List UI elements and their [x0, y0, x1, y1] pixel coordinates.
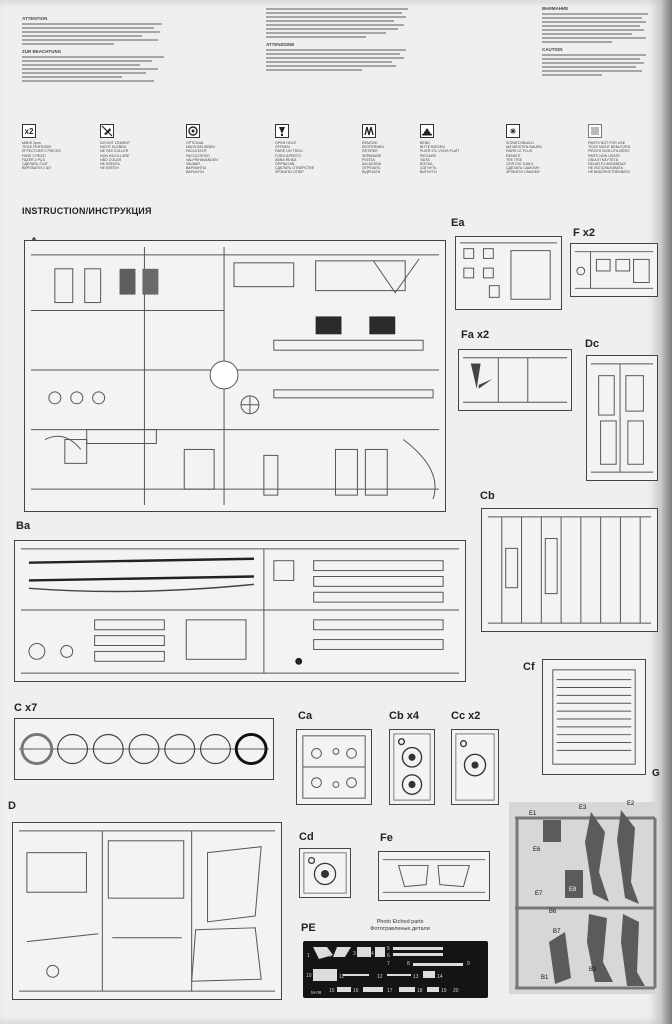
sprue-cd: [299, 848, 351, 898]
sprue-f: [570, 243, 658, 297]
icon-caption-bend: BEND BITTE BIEGEN PLIER S'IL VOUS PLAÎT PIEGARE TAITA BÖCKA СОГНУТЬ ВИГНУТИ: [420, 141, 460, 175]
sprue-label-cb-x4: Cb x4: [389, 710, 419, 722]
g-label-e3: E3: [579, 805, 587, 811]
repeat-x2-icon: x2: [22, 124, 36, 138]
pe-number-16: 16: [353, 988, 359, 994]
g-label-e7: E7: [535, 891, 543, 897]
pe-number-1: 1: [307, 953, 310, 959]
sprue-label-ea: Ea: [451, 217, 465, 229]
legend-head-attenzione: ATTENZIONE: [266, 42, 295, 47]
sprue-ca: [296, 729, 372, 805]
sprue-label-f: F x2: [573, 227, 596, 239]
pe-number-12: 12: [377, 974, 383, 980]
g-label-e1: E1: [529, 811, 537, 817]
sprue-fe: [378, 851, 490, 901]
pe-number-18: 18: [417, 988, 423, 994]
pe-number-8: 8: [407, 961, 410, 967]
icon-caption-scratchbuild: SCRATCHBUILD AM MEISTEN BAUEN FAIRE LE PLUS RENDITI TEE ITSE GÖR DIG SJÄLV СДЕЛАТЬ САМОМУ ЗРОБИТИ САМОМУ: [506, 141, 542, 175]
g-label-e8: E8: [569, 887, 577, 893]
legend-column-2: [266, 6, 416, 73]
sprue-fa: [458, 349, 572, 411]
legend-column-1: [22, 16, 172, 84]
g-label-e6: E6: [533, 847, 541, 853]
icon-caption-open-hole: OPEN HOLE ÖFFNEN FAIRE UN TROU FORO APERTO ABRA REIKÄ ÖPPNA HÅL СДЕЛАТЬ ОТВЕРСТИЕ ЗРОБИТИ ОТВІР: [275, 141, 315, 175]
sprue-label-cd: Cd: [299, 831, 314, 843]
pe-number-4: 4: [371, 951, 374, 957]
icon-caption-remove: REMOVE ENTFERNEN RETIRER SEPARARE POISTA AVLÄGSNA ОТРЕЗАТЬ ВІДРІЗАТИ: [362, 141, 384, 175]
pe-code: M-08: [311, 990, 322, 995]
no-glue-icon: [100, 124, 114, 138]
pe-number-10: 10: [306, 973, 312, 979]
pe-number-17: 17: [387, 988, 393, 994]
pe-number-15: 15: [329, 988, 335, 994]
legend-head-caution: CAUTION: [542, 47, 563, 52]
icon-caption-optional: OPTIONAL NACH BELIEBEN FACULTATIF FACOLTATIVO VALFRIHAVANDEN VALBAR ВАРИАНТЫ ВАРІАНТИ: [186, 141, 218, 175]
legend-head-attention: ATTENTION: [22, 16, 48, 21]
pe-number-6: 6: [387, 953, 390, 959]
g-label-b3: B3: [589, 967, 597, 973]
sprue-label-cc: Cc x2: [451, 710, 481, 722]
sprue-dc: [586, 355, 658, 481]
pe-number-11: 11: [339, 974, 345, 980]
icon-caption-make-2: MAKE 2pcs TEILE FERTIGEN EFFECTUER 2 PIECES FARE 2 PEZZI FAZER 2 PÇS СДЕЛАТЬ 2 ШТ ВИРОБИТИ 2 ШТ: [22, 141, 61, 171]
pe-caption: [352, 919, 448, 933]
g-label-b7: B7: [553, 929, 561, 935]
open-hole-icon: [275, 124, 289, 138]
sprue-label-fa: Fa x2: [461, 329, 490, 341]
pe-number-20: 20: [453, 988, 459, 994]
sprue-label-c: C x7: [14, 702, 38, 714]
legend-column-3: [542, 6, 652, 78]
bend-icon: [420, 124, 434, 138]
pe-number-2: 2: [329, 953, 332, 959]
pe-number-13: 13: [413, 974, 419, 980]
section-title: INSTRUCTION/ИНСТРУКЦИЯ: [22, 206, 152, 216]
sprue-cf: [542, 659, 646, 775]
legend-head-beachtung: ZUR BEACHTUNG: [22, 49, 62, 54]
no-use-icon: [588, 124, 602, 138]
pe-fret: [303, 941, 488, 998]
sprue-cb-x4: [389, 729, 435, 805]
scratchbuild-icon: ✳: [506, 124, 520, 138]
g-label-b6: B6: [549, 909, 557, 915]
icon-caption-no-cement: DO NOT CEMENT NICHT KLEBEN NE PAS COLLER NON INCOLLARE NÃO COLAR НЕ КЛЕИТЬ НЕ КЛЕЇТИ: [100, 141, 131, 171]
sprue-d: [12, 822, 282, 1000]
sprue-ba: [14, 540, 466, 682]
g-label-b1: B1: [541, 975, 549, 981]
pe-number-14: 14: [437, 974, 443, 980]
g-label-e2: E2: [627, 801, 635, 807]
sprue-label-pe: PE: [301, 922, 316, 934]
sprue-label-cf: Cf: [523, 661, 535, 673]
pe-number-7: 7: [387, 961, 390, 967]
pe-caption-ru: Фототравленые детали: [370, 926, 430, 932]
sprue-label-ca: Ca: [298, 710, 313, 722]
pe-number-9: 9: [467, 961, 470, 967]
sprue-ea: [455, 236, 562, 310]
sprue-cb: [481, 508, 658, 632]
sprue-label-fe: Fe: [380, 832, 393, 844]
pe-number-19: 19: [441, 988, 447, 994]
pe-number-5: 5: [387, 946, 390, 952]
sprue-cc: [451, 729, 499, 805]
optional-icon: [186, 124, 200, 138]
sprue-g: [509, 802, 659, 994]
icon-caption-not-for-use: PARTS NOT FOR USE TEILE NICHT BENUTZEN PIÈCES NON UTILISÉES PARTI NON USATE OSIA EI KÄYTETÄ DELAR EJ ANVÄNDAS НЕ ИСПОЛЬЗОВАТЬ НЕ ВИКОРИСТОВУВАТИ: [588, 141, 631, 175]
sprue-label-g: G: [652, 768, 660, 779]
sprue-label-cb: Cb: [480, 490, 495, 502]
remove-icon: [362, 124, 376, 138]
sprue-label-ba: Ba: [16, 520, 31, 532]
page-edge-shadow: [662, 0, 672, 1024]
pe-number-3: 3: [353, 951, 356, 957]
sprue-c: [14, 718, 274, 780]
sprue-a: [24, 240, 446, 512]
sprue-label-d: D: [8, 800, 16, 812]
sprue-label-dc: Dc: [585, 338, 600, 350]
legend-head-vnimanie: ВНИМАНИЕ: [542, 6, 569, 11]
pe-caption-en: Photo Etched parts: [376, 919, 424, 925]
